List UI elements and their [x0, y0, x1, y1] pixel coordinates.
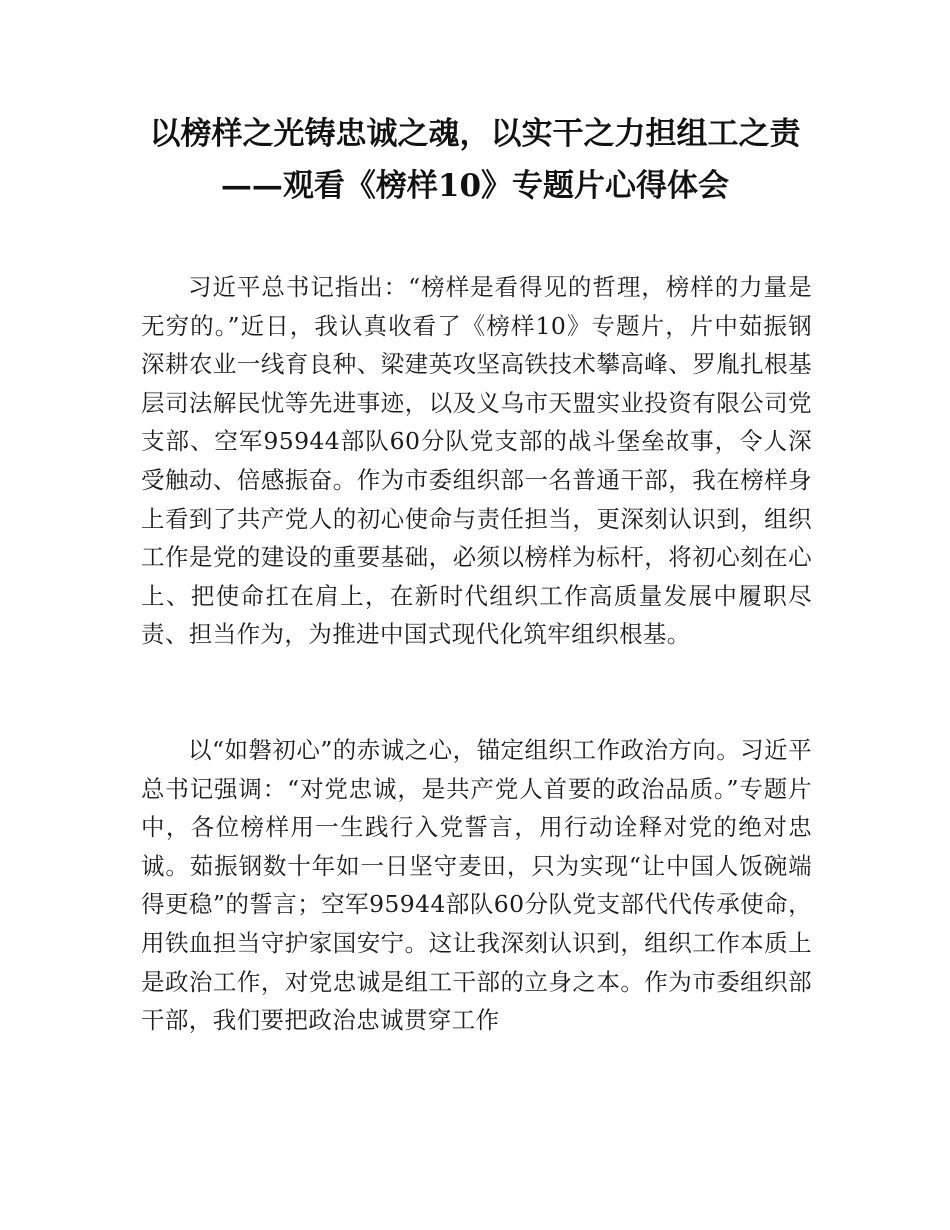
- paragraph-1: 习近平总书记指出：“榜样是看得见的哲理，榜样的力量是无穷的。”近日，我认真收看了《榜样10》专题片，片中茹振钢深耕农业一线育良种、梁建英攻坚高铁技术攀高峰、罗胤扎根基层司法解民忧等先进事迹，以及义乌市天盟实业投资有限公司党支部、空军95944部队60分队党支部的战斗堡垒故事，令人深受触动、倍感振奋。作为市委组织部一名普通干部，我在榜样身上看到了共产党人的初心使命与责任担当，更深刻认识到，组织工作是党的建设的重要基础，必须以榜样为标杆，将初心刻在心上、把使命扛在肩上，在新时代组织工作高质量发展中履职尽责、担当作为，为推进中国式现代化筑牢组织根基。: [141, 273, 812, 649]
- paragraph-2: 以“如磐初心”的赤诚之心，锚定组织工作政治方向。习近平总书记强调：“对党忠诚，是共产党人首要的政治品质。”专题片中，各位榜样用一生践行入党誓言，用行动诠释对党的绝对忠诚。茹振钢数十年如一日坚守麦田，只为实现“让中国人饭碗端得更稳”的誓言；空军95944部队60分队党支部代代传承使命，用铁血担当守护家国安宁。这让我深刻认识到，组织工作本质上是政治工作，对党忠诚是组工干部的立身之本。作为市委组织部干部，我们要把政治忠诚贯穿工作: [141, 736, 812, 1035]
- document-title: 以榜样之光铸忠诚之魂，以实干之力担组工之责——观看《榜样10》专题片心得体会: [149, 116, 801, 204]
